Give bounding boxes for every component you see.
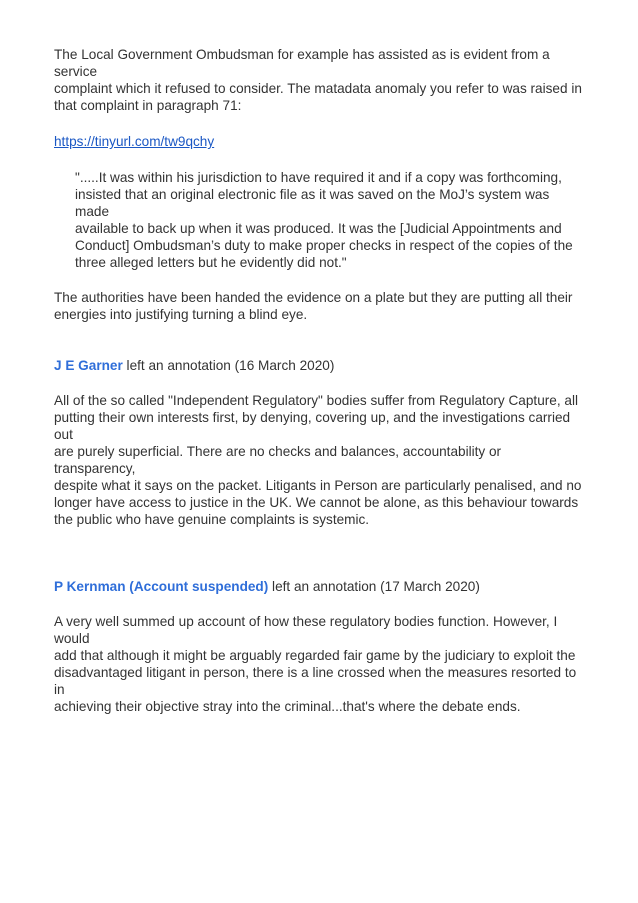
annotation-body: All of the so called "Independent Regulatory" bodies suffer from Regulatory Capture, all putting their own interests first, by denying, covering up, and the investigations carried out are purely superficial. There are no checks and balances, accountability or transparency, despite what it says on the packet. Litigants in Person are particularly penalised, and no longer have access to justice in the UK. We cannot be alone, as this behaviour towards the public who have genuine complaints is systemic.	[54, 393, 582, 527]
quoted-passage: ".....It was within his jurisdiction to have required it and if a copy was forthcoming, insisted that an original electronic file as it was saved on the MoJ’s system was made available to back up when it was produced. It was the [Judicial Appointments and Conduct] Ombudsman’s duty to make proper checks in respect of the copies of the three alleged letters but he evidently did not."	[75, 170, 573, 270]
annotation-body: A very well summed up account of how these regulatory bodies function. However, I would add that although it might be arguably regarded fair game by the judiciary to exploit the disadvantaged litigant in person, there is a line crossed when the measures resorted to in achieving their objective stray into the criminal...that's where the debate ends.	[54, 614, 577, 714]
annotation-author-link[interactable]: P Kernman (Account suspended)	[54, 579, 269, 594]
annotation-meta: left an annotation (16 March 2020)	[122, 358, 335, 373]
intro-paragraph: The Local Government Ombudsman for example has assisted as is evident from a service complaint which it refused to consider. The matadata anomaly you refer to was raised in that complaint in paragraph 71:	[54, 47, 582, 113]
annotation-author-link[interactable]: J E Garner	[54, 358, 123, 373]
annotation	[54, 578, 584, 715]
annotation-meta: left an annotation (17 March 2020)	[268, 579, 480, 594]
evidence-link[interactable]: https://tinyurl.com/tw9qchy	[54, 134, 215, 149]
annotation-header	[54, 578, 584, 595]
closing-paragraph: The authorities have been handed the evidence on a plate but they are putting all their energies into justifying turning a blind eye.	[54, 290, 573, 322]
document-page	[54, 46, 584, 715]
annotation	[54, 357, 584, 528]
annotation-header	[54, 357, 584, 374]
